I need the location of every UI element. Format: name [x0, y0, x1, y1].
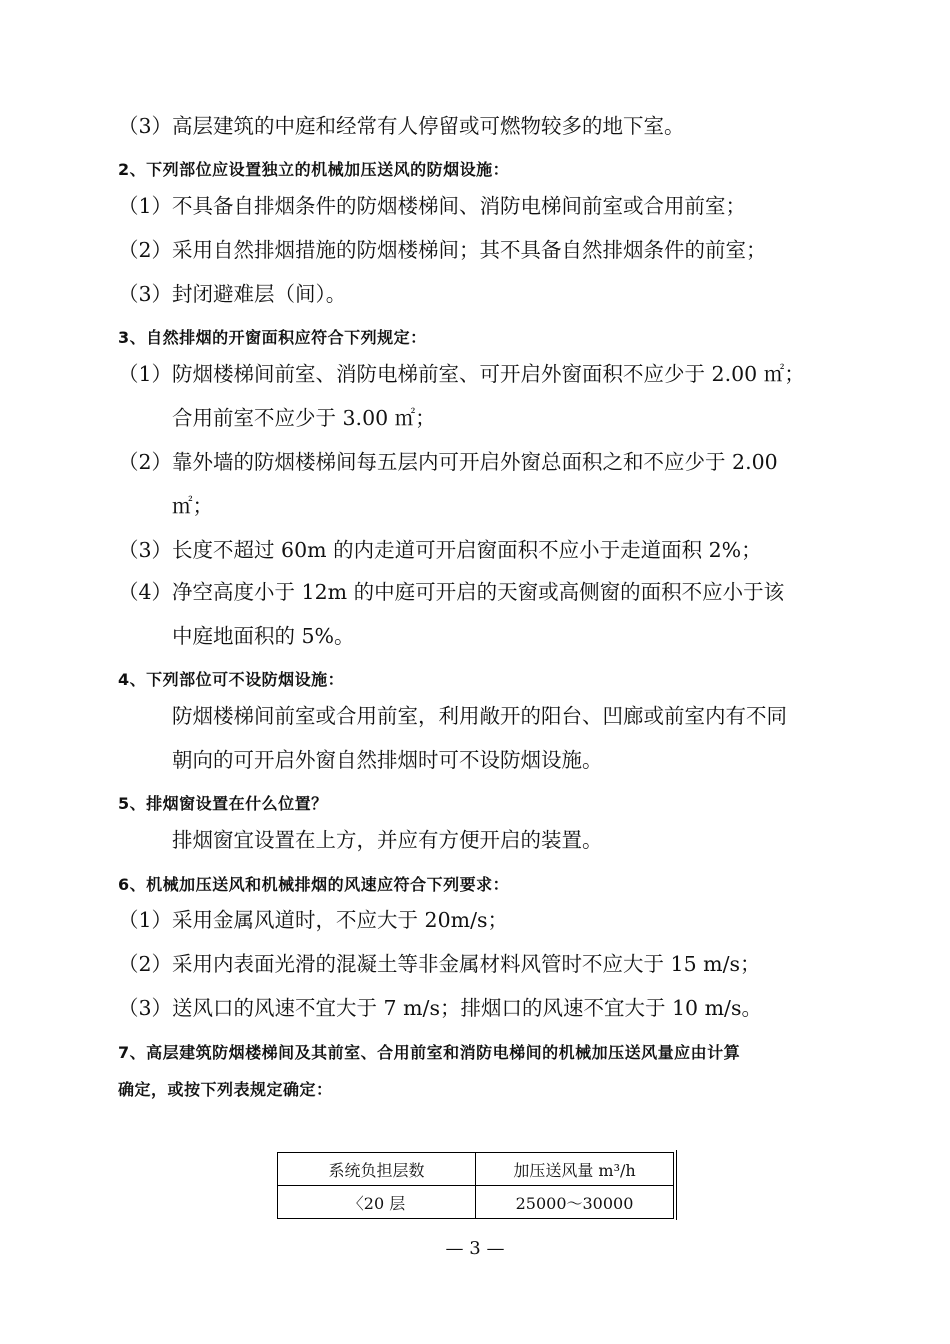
s3-item4-line1: （4）净空高度小于 12m 的中庭可开启的天窗或高侧窗的面积不应小于该 [118, 580, 785, 604]
s2-item1: （1）不具备自排烟条件的防烟楼梯间、消防电梯间前室或合用前室； [118, 194, 747, 218]
s3-item4-line2: 中庭地面积的 5%。 [172, 624, 355, 648]
table-row [278, 1186, 674, 1219]
s3-item1-line1: （1）防烟楼梯间前室、消防电梯前室、可开启外窗面积不应少于 2.00 ㎡； [118, 362, 805, 386]
table-header-row [278, 1153, 674, 1186]
page-number: — 3 — [445, 1238, 505, 1259]
s7-heading-line1: 7、高层建筑防烟楼梯间及其前室、合用前室和消防电梯间的机械加压送风量应由计算 [118, 1043, 741, 1062]
s3-item2-line2: ㎡； [172, 494, 213, 518]
s2-heading: 2、下列部位应设置独立的机械加压送风的防烟设施： [118, 160, 510, 179]
s4-heading: 4、下列部位可不设防烟设施： [118, 670, 345, 689]
s2-item2: （2）采用自然排烟措施的防烟楼梯间；其不具备自然排烟条件的前室； [118, 238, 767, 262]
s5-heading: 5、排烟窗设置在什么位置？ [118, 794, 328, 813]
table-double-rule [676, 1150, 677, 1220]
s6-item2: （2）采用内表面光滑的混凝土等非金属材料风管时不应大于 15 m/s； [118, 952, 761, 976]
s6-heading: 6、机械加压送风和机械排烟的风速应符合下列要求： [118, 875, 510, 894]
s6-item3: （3）送风口的风速不宜大于 7 m/s；排烟口的风速不宜大于 10 m/s。 [118, 996, 762, 1020]
table-cell: 25000～30000 [476, 1186, 674, 1219]
s2-item3: （3）封闭避难层（间）。 [118, 282, 347, 306]
s5-body: 排烟窗宜设置在上方，并应有方便开启的装置。 [172, 828, 603, 852]
airflow-table [277, 1152, 674, 1219]
s4-body-line1: 防烟楼梯间前室或合用前室，利用敞开的阳台、凹廊或前室内有不同 [172, 704, 787, 728]
s3-item1-line2: 合用前室不应少于 3.00 ㎡； [172, 406, 436, 430]
s7-heading-line2: 确定，或按下列表规定确定： [118, 1080, 333, 1099]
table-cell: 〈20 层 [278, 1186, 476, 1219]
table-header-cell: 加压送风量 m³/h [476, 1153, 674, 1186]
s4-body-line2: 朝向的可开启外窗自然排烟时可不设防烟设施。 [172, 748, 603, 772]
s3-item3: （3）长度不超过 60m 的内走道可开启窗面积不应小于走道面积 2%； [118, 538, 762, 562]
s3-heading: 3、自然排烟的开窗面积应符合下列规定： [118, 328, 427, 347]
s3-item2-line1: （2）靠外墙的防烟楼梯间每五层内可开启外窗总面积之和不应少于 2.00 [118, 450, 778, 474]
s1-item3: （3）高层建筑的中庭和经常有人停留或可燃物较多的地下室。 [118, 114, 685, 138]
s6-item1: （1）采用金属风道时，不应大于 20m/s； [118, 908, 509, 932]
table-header-cell: 系统负担层数 [278, 1153, 476, 1186]
